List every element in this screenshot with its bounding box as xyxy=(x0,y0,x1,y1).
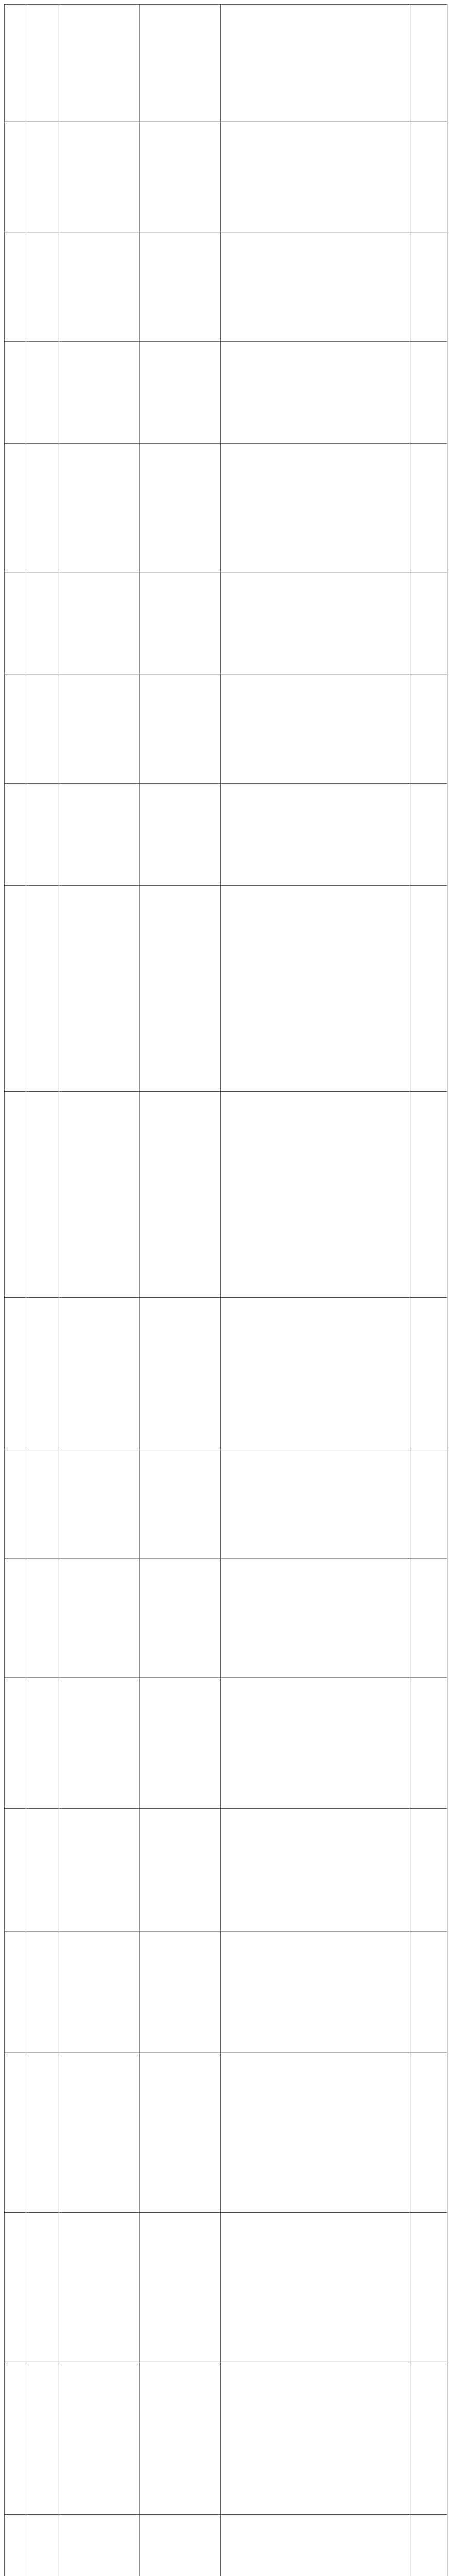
row-number xyxy=(5,1741,26,1745)
table-row xyxy=(5,1298,447,1450)
row-item-cell xyxy=(59,1809,140,1931)
row-item xyxy=(59,1741,139,1745)
row-standard-cell xyxy=(221,886,410,1092)
row-standard xyxy=(221,1372,410,1376)
row-basis xyxy=(140,621,220,625)
row-basis-cell xyxy=(140,1298,221,1450)
row-standard-cell xyxy=(221,1931,410,2053)
row-standard-cell xyxy=(221,674,410,784)
row-basis xyxy=(140,1193,220,1197)
row-standard xyxy=(221,2285,410,2290)
row-remark-cell xyxy=(410,2213,447,2362)
row-item-cell xyxy=(59,2515,140,2576)
row-number xyxy=(5,1616,26,1620)
row-remark xyxy=(410,1193,447,1197)
table-row xyxy=(5,1678,447,1809)
row-standard xyxy=(221,833,410,837)
row-remark xyxy=(410,2131,447,2135)
table-row xyxy=(5,1450,447,1558)
row-remark xyxy=(410,1741,447,1745)
row-number-cell xyxy=(5,2053,26,2213)
row-basis-cell xyxy=(140,2362,221,2515)
row-category xyxy=(26,1372,59,1376)
row-standard-cell xyxy=(221,1298,410,1450)
row-basis xyxy=(140,1868,220,1872)
row-category-cell xyxy=(26,342,59,444)
row-category-cell xyxy=(26,232,59,342)
row-number-cell xyxy=(5,342,26,444)
table-row xyxy=(5,2362,447,2515)
row-standard xyxy=(221,175,410,179)
table-row xyxy=(5,342,447,444)
table-row xyxy=(5,784,447,886)
row-basis xyxy=(140,2285,220,2290)
row-number-cell xyxy=(5,1678,26,1809)
row-category-cell xyxy=(26,5,59,122)
row-remark-cell xyxy=(410,1450,447,1558)
table-row xyxy=(5,444,447,572)
row-basis-cell xyxy=(140,342,221,444)
row-number-cell xyxy=(5,1298,26,1450)
row-remark xyxy=(410,1616,447,1620)
row-remark-cell xyxy=(410,444,447,572)
row-remark-cell xyxy=(410,1092,447,1298)
row-remark xyxy=(410,2565,447,2569)
row-number xyxy=(5,621,26,625)
row-category xyxy=(26,1990,59,1994)
row-category-cell xyxy=(26,1809,59,1931)
row-remark-cell xyxy=(410,784,447,886)
row-number xyxy=(5,987,26,991)
row-basis xyxy=(140,727,220,731)
row-basis-cell xyxy=(140,674,221,784)
row-basis-cell xyxy=(140,1092,221,1298)
row-basis-cell xyxy=(140,2053,221,2213)
row-item-cell xyxy=(59,1678,140,1809)
row-item-cell xyxy=(59,232,140,342)
row-remark-cell xyxy=(410,232,447,342)
row-number xyxy=(5,2131,26,2135)
table-row xyxy=(5,674,447,784)
row-item-cell xyxy=(59,1298,140,1450)
row-category xyxy=(26,2565,59,2569)
row-basis xyxy=(140,987,220,991)
row-basis xyxy=(140,2436,220,2441)
row-number xyxy=(5,175,26,179)
row-category-cell xyxy=(26,1450,59,1558)
row-remark-cell xyxy=(410,1298,447,1450)
row-number-cell xyxy=(5,1450,26,1558)
row-category xyxy=(26,61,59,65)
row-number-cell xyxy=(5,2213,26,2362)
row-remark xyxy=(410,727,447,731)
row-item-cell xyxy=(59,674,140,784)
row-category xyxy=(26,727,59,731)
row-remark xyxy=(410,987,447,991)
row-number-cell xyxy=(5,1809,26,1931)
row-number-cell xyxy=(5,5,26,122)
row-number xyxy=(5,2285,26,2290)
row-standard xyxy=(221,1193,410,1197)
table-row xyxy=(5,886,447,1092)
row-number-cell xyxy=(5,886,26,1092)
row-number-cell xyxy=(5,1092,26,1298)
row-number-cell xyxy=(5,572,26,674)
row-remark-cell xyxy=(410,674,447,784)
row-basis xyxy=(140,1990,220,1994)
row-basis xyxy=(140,391,220,395)
row-basis-cell xyxy=(140,1450,221,1558)
table-row xyxy=(5,2053,447,2213)
row-category-cell xyxy=(26,1931,59,2053)
row-number xyxy=(5,1868,26,1872)
row-category xyxy=(26,285,59,289)
table-row xyxy=(5,2515,447,2576)
row-number-cell xyxy=(5,1558,26,1678)
row-remark-cell xyxy=(410,2362,447,2515)
row-standard-cell xyxy=(221,2053,410,2213)
row-item xyxy=(59,1616,139,1620)
row-number-cell xyxy=(5,122,26,232)
row-basis-cell xyxy=(140,572,221,674)
row-standard-cell xyxy=(221,232,410,342)
row-item-cell xyxy=(59,1931,140,2053)
row-standard-cell xyxy=(221,2213,410,2362)
row-item-cell xyxy=(59,122,140,232)
row-category xyxy=(26,1193,59,1197)
row-number-cell xyxy=(5,784,26,886)
row-remark xyxy=(410,1868,447,1872)
row-item xyxy=(59,1502,139,1506)
rules-table-body xyxy=(5,5,447,2576)
row-item xyxy=(59,506,139,510)
row-category xyxy=(26,2285,59,2290)
row-remark-cell xyxy=(410,5,447,122)
row-number xyxy=(5,727,26,731)
row-number xyxy=(5,2565,26,2569)
table-row xyxy=(5,232,447,342)
row-basis-cell xyxy=(140,1931,221,2053)
row-category-cell xyxy=(26,2362,59,2515)
row-standard-cell xyxy=(221,572,410,674)
row-remark-cell xyxy=(410,122,447,232)
table-row xyxy=(5,1809,447,1931)
row-category-cell xyxy=(26,1678,59,1809)
row-number-cell xyxy=(5,2515,26,2576)
row-category xyxy=(26,1502,59,1506)
row-standard xyxy=(221,2131,410,2135)
row-basis-cell xyxy=(140,2213,221,2362)
table-row xyxy=(5,5,447,122)
row-standard-cell xyxy=(221,1678,410,1809)
row-category-cell xyxy=(26,2213,59,2362)
row-number-cell xyxy=(5,1931,26,2053)
row-basis-cell xyxy=(140,886,221,1092)
row-remark xyxy=(410,175,447,179)
row-item-cell xyxy=(59,2053,140,2213)
row-basis-cell xyxy=(140,784,221,886)
row-basis xyxy=(140,2565,220,2569)
row-item xyxy=(59,1193,139,1197)
row-remark xyxy=(410,2285,447,2290)
row-category xyxy=(26,987,59,991)
row-remark xyxy=(410,2436,447,2441)
row-number-cell xyxy=(5,2362,26,2515)
row-category xyxy=(26,621,59,625)
row-category-cell xyxy=(26,2053,59,2213)
row-item-cell xyxy=(59,886,140,1092)
row-remark xyxy=(410,506,447,510)
row-category-cell xyxy=(26,784,59,886)
row-number xyxy=(5,285,26,289)
row-remark-cell xyxy=(410,886,447,1092)
row-basis-cell xyxy=(140,444,221,572)
row-remark xyxy=(410,1372,447,1376)
row-category-cell xyxy=(26,444,59,572)
row-basis-cell xyxy=(140,2515,221,2576)
row-remark xyxy=(410,621,447,625)
row-standard xyxy=(221,1741,410,1745)
row-standard-cell xyxy=(221,342,410,444)
row-item-cell xyxy=(59,444,140,572)
row-basis-cell xyxy=(140,1678,221,1809)
row-remark xyxy=(410,833,447,837)
row-standard-cell xyxy=(221,1558,410,1678)
row-standard-cell xyxy=(221,122,410,232)
table-row xyxy=(5,1558,447,1678)
row-standard xyxy=(221,727,410,731)
row-remark-cell xyxy=(410,1678,447,1809)
row-standard xyxy=(221,1990,410,1994)
row-remark-cell xyxy=(410,1931,447,2053)
row-item xyxy=(59,285,139,289)
row-standard xyxy=(221,2436,410,2441)
row-basis xyxy=(140,2131,220,2135)
row-item-cell xyxy=(59,5,140,122)
row-standard-cell xyxy=(221,1092,410,1298)
row-item xyxy=(59,1868,139,1872)
row-item xyxy=(59,175,139,179)
row-basis xyxy=(140,1372,220,1376)
row-item xyxy=(59,61,139,65)
row-number xyxy=(5,506,26,510)
row-remark xyxy=(410,285,447,289)
row-basis xyxy=(140,175,220,179)
row-remark-cell xyxy=(410,1558,447,1678)
row-item-cell xyxy=(59,1450,140,1558)
row-category xyxy=(26,2436,59,2441)
row-standard-cell xyxy=(221,1809,410,1931)
row-item xyxy=(59,2285,139,2290)
row-remark-cell xyxy=(410,342,447,444)
row-basis xyxy=(140,1741,220,1745)
row-category-cell xyxy=(26,674,59,784)
row-standard xyxy=(221,1502,410,1506)
row-item xyxy=(59,987,139,991)
row-item xyxy=(59,727,139,731)
row-category xyxy=(26,1616,59,1620)
row-number xyxy=(5,2436,26,2441)
row-basis xyxy=(140,833,220,837)
row-number xyxy=(5,833,26,837)
row-number xyxy=(5,61,26,65)
row-standard xyxy=(221,2565,410,2569)
row-item-cell xyxy=(59,2213,140,2362)
row-category xyxy=(26,175,59,179)
row-basis xyxy=(140,1616,220,1620)
row-item xyxy=(59,2565,139,2569)
row-item-cell xyxy=(59,784,140,886)
row-standard xyxy=(221,285,410,289)
row-basis-cell xyxy=(140,1809,221,1931)
row-number-cell xyxy=(5,232,26,342)
row-item-cell xyxy=(59,2362,140,2515)
row-item xyxy=(59,621,139,625)
row-basis-cell xyxy=(140,5,221,122)
row-item-cell xyxy=(59,572,140,674)
row-basis xyxy=(140,61,220,65)
row-category xyxy=(26,833,59,837)
table-row xyxy=(5,1931,447,2053)
row-category-cell xyxy=(26,572,59,674)
row-category-cell xyxy=(26,2515,59,2576)
row-category-cell xyxy=(26,1558,59,1678)
row-number xyxy=(5,1372,26,1376)
row-item-cell xyxy=(59,1092,140,1298)
row-standard xyxy=(221,391,410,395)
row-standard xyxy=(221,61,410,65)
row-standard xyxy=(221,506,410,510)
row-item xyxy=(59,391,139,395)
row-category-cell xyxy=(26,1298,59,1450)
row-standard-cell xyxy=(221,444,410,572)
row-basis xyxy=(140,285,220,289)
row-item xyxy=(59,1990,139,1994)
row-standard-cell xyxy=(221,784,410,886)
row-standard-cell xyxy=(221,2515,410,2576)
row-number xyxy=(5,391,26,395)
table-row xyxy=(5,122,447,232)
row-standard xyxy=(221,621,410,625)
row-category xyxy=(26,1868,59,1872)
row-category xyxy=(26,506,59,510)
row-standard-cell xyxy=(221,1450,410,1558)
table-row xyxy=(5,2213,447,2362)
row-standard xyxy=(221,1616,410,1620)
row-item xyxy=(59,2131,139,2135)
row-item xyxy=(59,1372,139,1376)
row-remark-cell xyxy=(410,572,447,674)
row-number xyxy=(5,1193,26,1197)
row-item xyxy=(59,833,139,837)
row-standard-cell xyxy=(221,5,410,122)
row-category xyxy=(26,391,59,395)
row-remark xyxy=(410,61,447,65)
row-category-cell xyxy=(26,886,59,1092)
row-remark-cell xyxy=(410,2515,447,2576)
row-remark xyxy=(410,1990,447,1994)
row-basis-cell xyxy=(140,1558,221,1678)
row-basis xyxy=(140,1502,220,1506)
row-category xyxy=(26,1741,59,1745)
row-basis xyxy=(140,506,220,510)
row-item-cell xyxy=(59,342,140,444)
row-item-cell xyxy=(59,1558,140,1678)
row-standard xyxy=(221,1868,410,1872)
row-basis-cell xyxy=(140,122,221,232)
table-row xyxy=(5,572,447,674)
rules-table xyxy=(4,4,447,2576)
row-number xyxy=(5,1990,26,1994)
row-number xyxy=(5,1502,26,1506)
row-item xyxy=(59,2436,139,2441)
row-remark xyxy=(410,1502,447,1506)
row-category xyxy=(26,2131,59,2135)
row-standard xyxy=(221,987,410,991)
row-remark xyxy=(410,391,447,395)
row-remark-cell xyxy=(410,1809,447,1931)
table-row xyxy=(5,1092,447,1298)
row-number-cell xyxy=(5,444,26,572)
row-standard-cell xyxy=(221,2362,410,2515)
row-remark-cell xyxy=(410,2053,447,2213)
row-number-cell xyxy=(5,674,26,784)
row-category-cell xyxy=(26,1092,59,1298)
row-basis-cell xyxy=(140,232,221,342)
row-category-cell xyxy=(26,122,59,232)
